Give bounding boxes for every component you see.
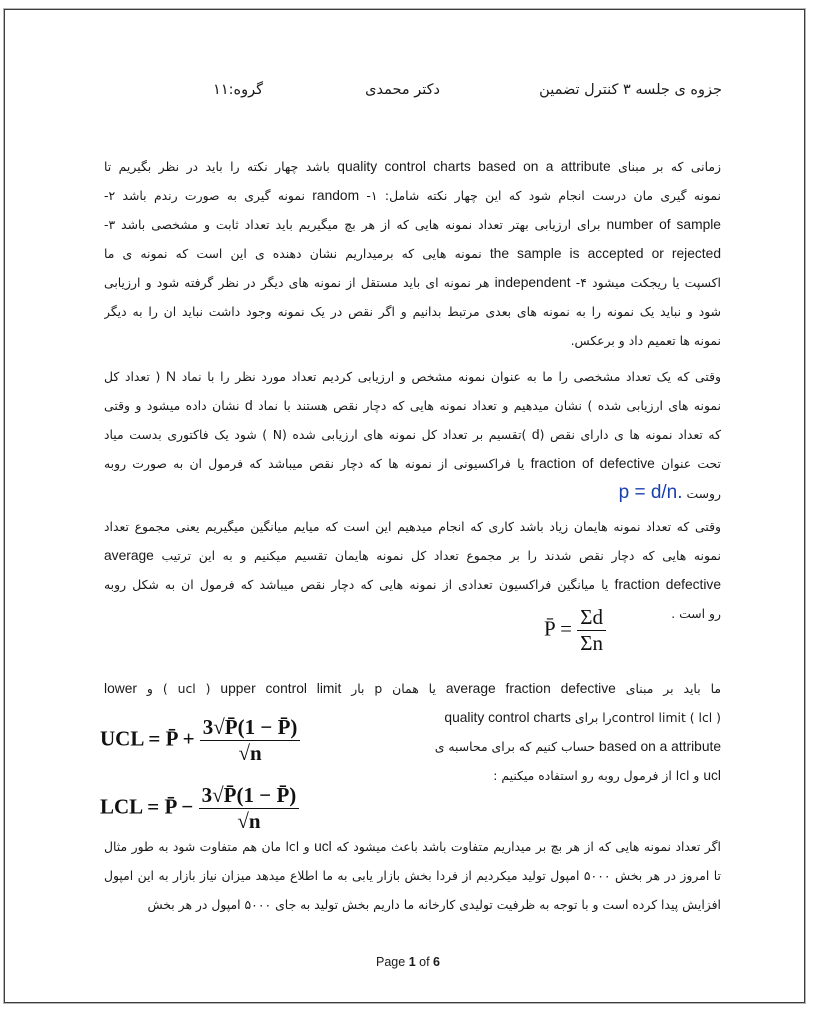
text-line — [104, 239, 721, 268]
english-term: fraction of defective — [530, 456, 655, 471]
english-term: quality control charts based on a attribute — [337, 159, 611, 174]
persian-text: ما باید بر مبنای — [615, 681, 721, 696]
persian-text: یا میانگین فراکسیون تعدادی از نمونه هایی که دچار نقص میباشد که فرمول ان به شکل روبه — [104, 577, 615, 592]
persian-text: اگر تعداد نمونه هایی که از هر بچ بر میداریم متفاوت باشد باعث میشود که — [331, 839, 721, 854]
text-line — [104, 268, 721, 297]
text-line — [104, 449, 721, 478]
english-term: average fraction defective — [445, 681, 616, 696]
text-line — [104, 861, 721, 890]
text-line — [104, 570, 721, 599]
persian-text: رو است . — [671, 606, 721, 621]
text-line — [391, 761, 721, 790]
persian-text: که تعداد نمونه ها ی دارای نقص ( — [539, 427, 721, 442]
persian-text: تحت عنوان — [654, 456, 721, 471]
persian-text: تا امروز در هر بخش ۵۰۰۰ امپول تولید میکردیم از فردا بخش بازار یابی به ما اطلاع میدهد میزان نیاز بازار به این امپول — [104, 868, 721, 883]
text-line — [104, 541, 721, 570]
paragraph-control-limits — [104, 674, 721, 703]
text-line — [391, 703, 721, 732]
header-professor: دکتر محمدی — [365, 82, 440, 98]
text-line — [104, 362, 721, 391]
persian-text: یا همان p بار — [341, 681, 446, 696]
persian-text: هر نمونه ای باید مستقل از نمونه های دیگر در نظر گرفته شود و ارزیابی — [104, 275, 495, 290]
text-line — [104, 152, 721, 181]
persian-text: ( ucl ) و — [136, 681, 221, 696]
page-footer: Page 1 of 6 — [376, 955, 440, 969]
english-term: p = d/n. — [618, 482, 683, 503]
english-term: average — [104, 548, 154, 563]
paragraph-fraction-defective — [104, 362, 721, 507]
text-line — [104, 181, 721, 210]
persian-text: نشان داده میشود و وقتی — [104, 398, 245, 413]
paragraph-control-limits-cont — [391, 703, 721, 790]
text-line — [104, 674, 721, 703]
persian-text: ( تعداد کل — [104, 369, 167, 384]
persian-text: شود و نباید یک نمونه را به نمونه های بعدی مرتبط بدانیم و اگر نقص در یک نمونه وجود داشت نباید ان را به دیگر — [104, 304, 721, 319]
english-term: lower — [104, 681, 137, 696]
persian-text: اکسپت یا ریجکت میشود ۴- — [570, 275, 721, 290]
persian-text: نمونه گیری به صورت رندم باشد ۲- — [104, 188, 313, 203]
page-total: 6 — [433, 955, 440, 969]
persian-text: نمونه گیری مان درست انجام شود که این چهار نکته شامل: ۱- — [359, 188, 721, 203]
text-line — [104, 832, 721, 861]
english-term: ucl — [314, 839, 332, 854]
english-term: independent — [494, 275, 571, 290]
text-line — [104, 478, 721, 507]
english-term: the sample is accepted or rejected — [489, 246, 721, 261]
text-line — [104, 512, 721, 541]
persian-text: و lcl مان هم متفاوت شود به طور مثال — [104, 839, 315, 854]
persian-text: وقتی که تعداد نمونه هایمان زیاد باشد کاری که انجام میدهیم این است که میایم میانگین میگیریم یعنی مجموع تعداد — [104, 519, 721, 534]
paragraph-attribute-conditions — [104, 152, 721, 355]
english-term: d — [531, 427, 540, 442]
header-group: گروه:۱۱ — [213, 82, 263, 98]
text-line — [104, 210, 721, 239]
persian-text: حساب کنیم که برای محاسبه ی — [434, 739, 600, 754]
paragraph-average-fraction — [104, 512, 721, 628]
persian-text: نمونه هایی که دچار نقص شدند را بر مجموع تعداد کل نمونه هایمان تقسیم میکنیم و به این ترتیب — [153, 548, 721, 563]
formula-p-bar: P̄ = $\frac{\Sigma d}{\Sigma n}$ — [544, 605, 606, 656]
paragraph-varying-samples — [104, 832, 721, 919]
header-title: جزوه ی جلسه ۳ کنترل تضمین — [539, 82, 722, 98]
persian-text: )تقسیم بر تعداد کل نمونه های ارزیابی شده (N ) شود یک فاکتوری بدست میاد — [104, 427, 532, 442]
english-term: N — [166, 369, 177, 384]
formula-ucl: UCL = P̄ + $\frac{3√P̄(1 - P̄)}{√n}$ — [100, 715, 300, 766]
persian-text: و lcl از فرمول روبه رو استفاده میکنیم : — [493, 768, 704, 783]
english-term: quality control charts — [444, 710, 571, 725]
english-term: d — [244, 398, 253, 413]
english-term: ucl — [703, 768, 721, 783]
persian-text: برای ارزیابی بهتر تعداد نمونه هایی که از هر بچ میگیریم باید تعداد ثابت و مشخصی باشد ۳- — [104, 217, 607, 232]
persian-text: یا فراکسیونی از نمونه ها که دچار نقص میباشد که فرمول ان به صورت روبه — [104, 456, 531, 471]
text-line — [104, 297, 721, 326]
persian-text: روست — [682, 486, 721, 501]
text-line — [104, 599, 721, 628]
english-term: based on a attribute — [599, 739, 721, 754]
persian-text: باشد چهار نکته را باید در نظر بگیریم تا — [104, 159, 338, 174]
persian-text: نمونه هایی که برمیداریم نشان دهنده ی این است که نمونه ی ما — [104, 246, 490, 261]
text-line — [104, 420, 721, 449]
persian-text: control limit ( lcl )را برای — [570, 710, 721, 725]
document-header — [0, 82, 816, 108]
persian-text: نمونه های ارزیابی شده ) نشان میدهیم و تعداد نمونه هایی که دچار نقص هستند با نماد — [252, 398, 721, 413]
formula-lcl: LCL = P̄ − $\frac{3√P̄(1 - P̄)}{√n}$ — [100, 783, 299, 834]
text-line — [391, 732, 721, 761]
text-line — [104, 890, 721, 919]
english-term: fraction defective — [614, 577, 721, 592]
persian-text: وقتی که یک تعداد مشخصی را ما به عنوان نمونه مشخص و ارزیابی کردیم تعداد مورد نظر را با نماد — [176, 369, 721, 384]
english-term: random — [312, 188, 360, 203]
text-line — [104, 326, 721, 355]
persian-text: افزایش پیدا کرده است و با توجه به ظرفیت تولیدی کارخانه ما داریم بخش تولید به جای ۵۰۰۰ امپول در هر بخش — [147, 897, 721, 912]
text-line — [104, 391, 721, 420]
english-term: number of sample — [606, 217, 721, 232]
persian-text: نمونه ها تعمیم داد و برعکس. — [570, 333, 721, 348]
persian-text: زمانی که بر مبنای — [610, 159, 721, 174]
page-current: 1 — [408, 955, 416, 969]
english-term: upper control limit — [220, 681, 342, 696]
